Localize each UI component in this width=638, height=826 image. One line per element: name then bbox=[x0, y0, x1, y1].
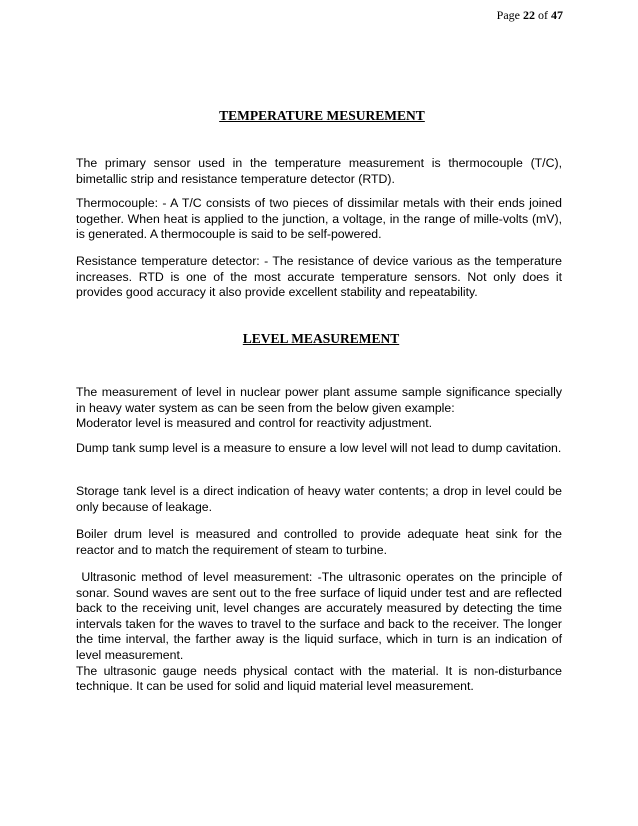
level-intro-text: The measurement of level in nuclear power plant assume sample significance specially in heavy water system as can be seen from the below given example: bbox=[76, 385, 562, 415]
ultrasonic-gauge-text: The ultrasonic gauge needs physical contact with the material. It is non-disturbance technique. It can be used for solid and liquid material level measurement. bbox=[76, 663, 562, 694]
level-intro-paragraph bbox=[76, 385, 562, 432]
ultrasonic-paragraph bbox=[76, 570, 566, 695]
thermocouple-paragraph: Thermocouple: - A T/C consists of two pieces of dissimilar metals with their ends joined together. When heat is applied to the junction, a voltage, in the range of mille-volts (mV), is generated. A thermocouple is said to be self-powered. bbox=[76, 196, 562, 242]
storage-tank-paragraph: Storage tank level is a direct indication of heavy water contents; a drop in level could be only because of leakage. bbox=[76, 484, 562, 514]
temperature-section-title: TEMPERATURE MESUREMENT bbox=[219, 108, 425, 123]
total-pages: 47 bbox=[551, 8, 563, 22]
ultrasonic-method-text: Ultrasonic method of level measurement: -The ultrasonic operates on the principle of sonar. Sound waves are sent out to the free surface of liquid under test and are reflected back to the receiving unit, level changes are accurately measured by detecting the time intervals taken for the waves to travel to the surface and back to the receiver. The longer the time interval, the farther away is the liquid surface, which in turn is an indication of level measurement. bbox=[76, 570, 566, 662]
page-number bbox=[497, 8, 563, 23]
page-prefix: Page bbox=[496, 8, 520, 22]
moderator-level-text: Moderator level is measured and control for reactivity adjustment. bbox=[76, 416, 433, 431]
of-label: of bbox=[538, 8, 548, 22]
temperature-intro-paragraph: The primary sensor used in the temperature measurement is thermocouple (T/C), bimetallic strip and resistance temperature detector (RTD). bbox=[76, 156, 562, 186]
boiler-drum-paragraph: Boiler drum level is measured and controlled to provide adequate heat sink for the reactor and to match the requirement of steam to turbine. bbox=[76, 527, 562, 557]
level-section-title: LEVEL MEASUREMENT bbox=[242, 331, 400, 346]
current-page: 22 bbox=[523, 8, 535, 22]
dump-tank-paragraph: Dump tank sump level is a measure to ensure a low level will not lead to dump cavitation. bbox=[76, 441, 562, 455]
rtd-paragraph: Resistance temperature detector: - The resistance of device various as the temperature increases. RTD is one of the most accurate temperature sensors. Not only does it provides good accuracy it also provide excellent stability and repeatability. bbox=[76, 254, 562, 300]
